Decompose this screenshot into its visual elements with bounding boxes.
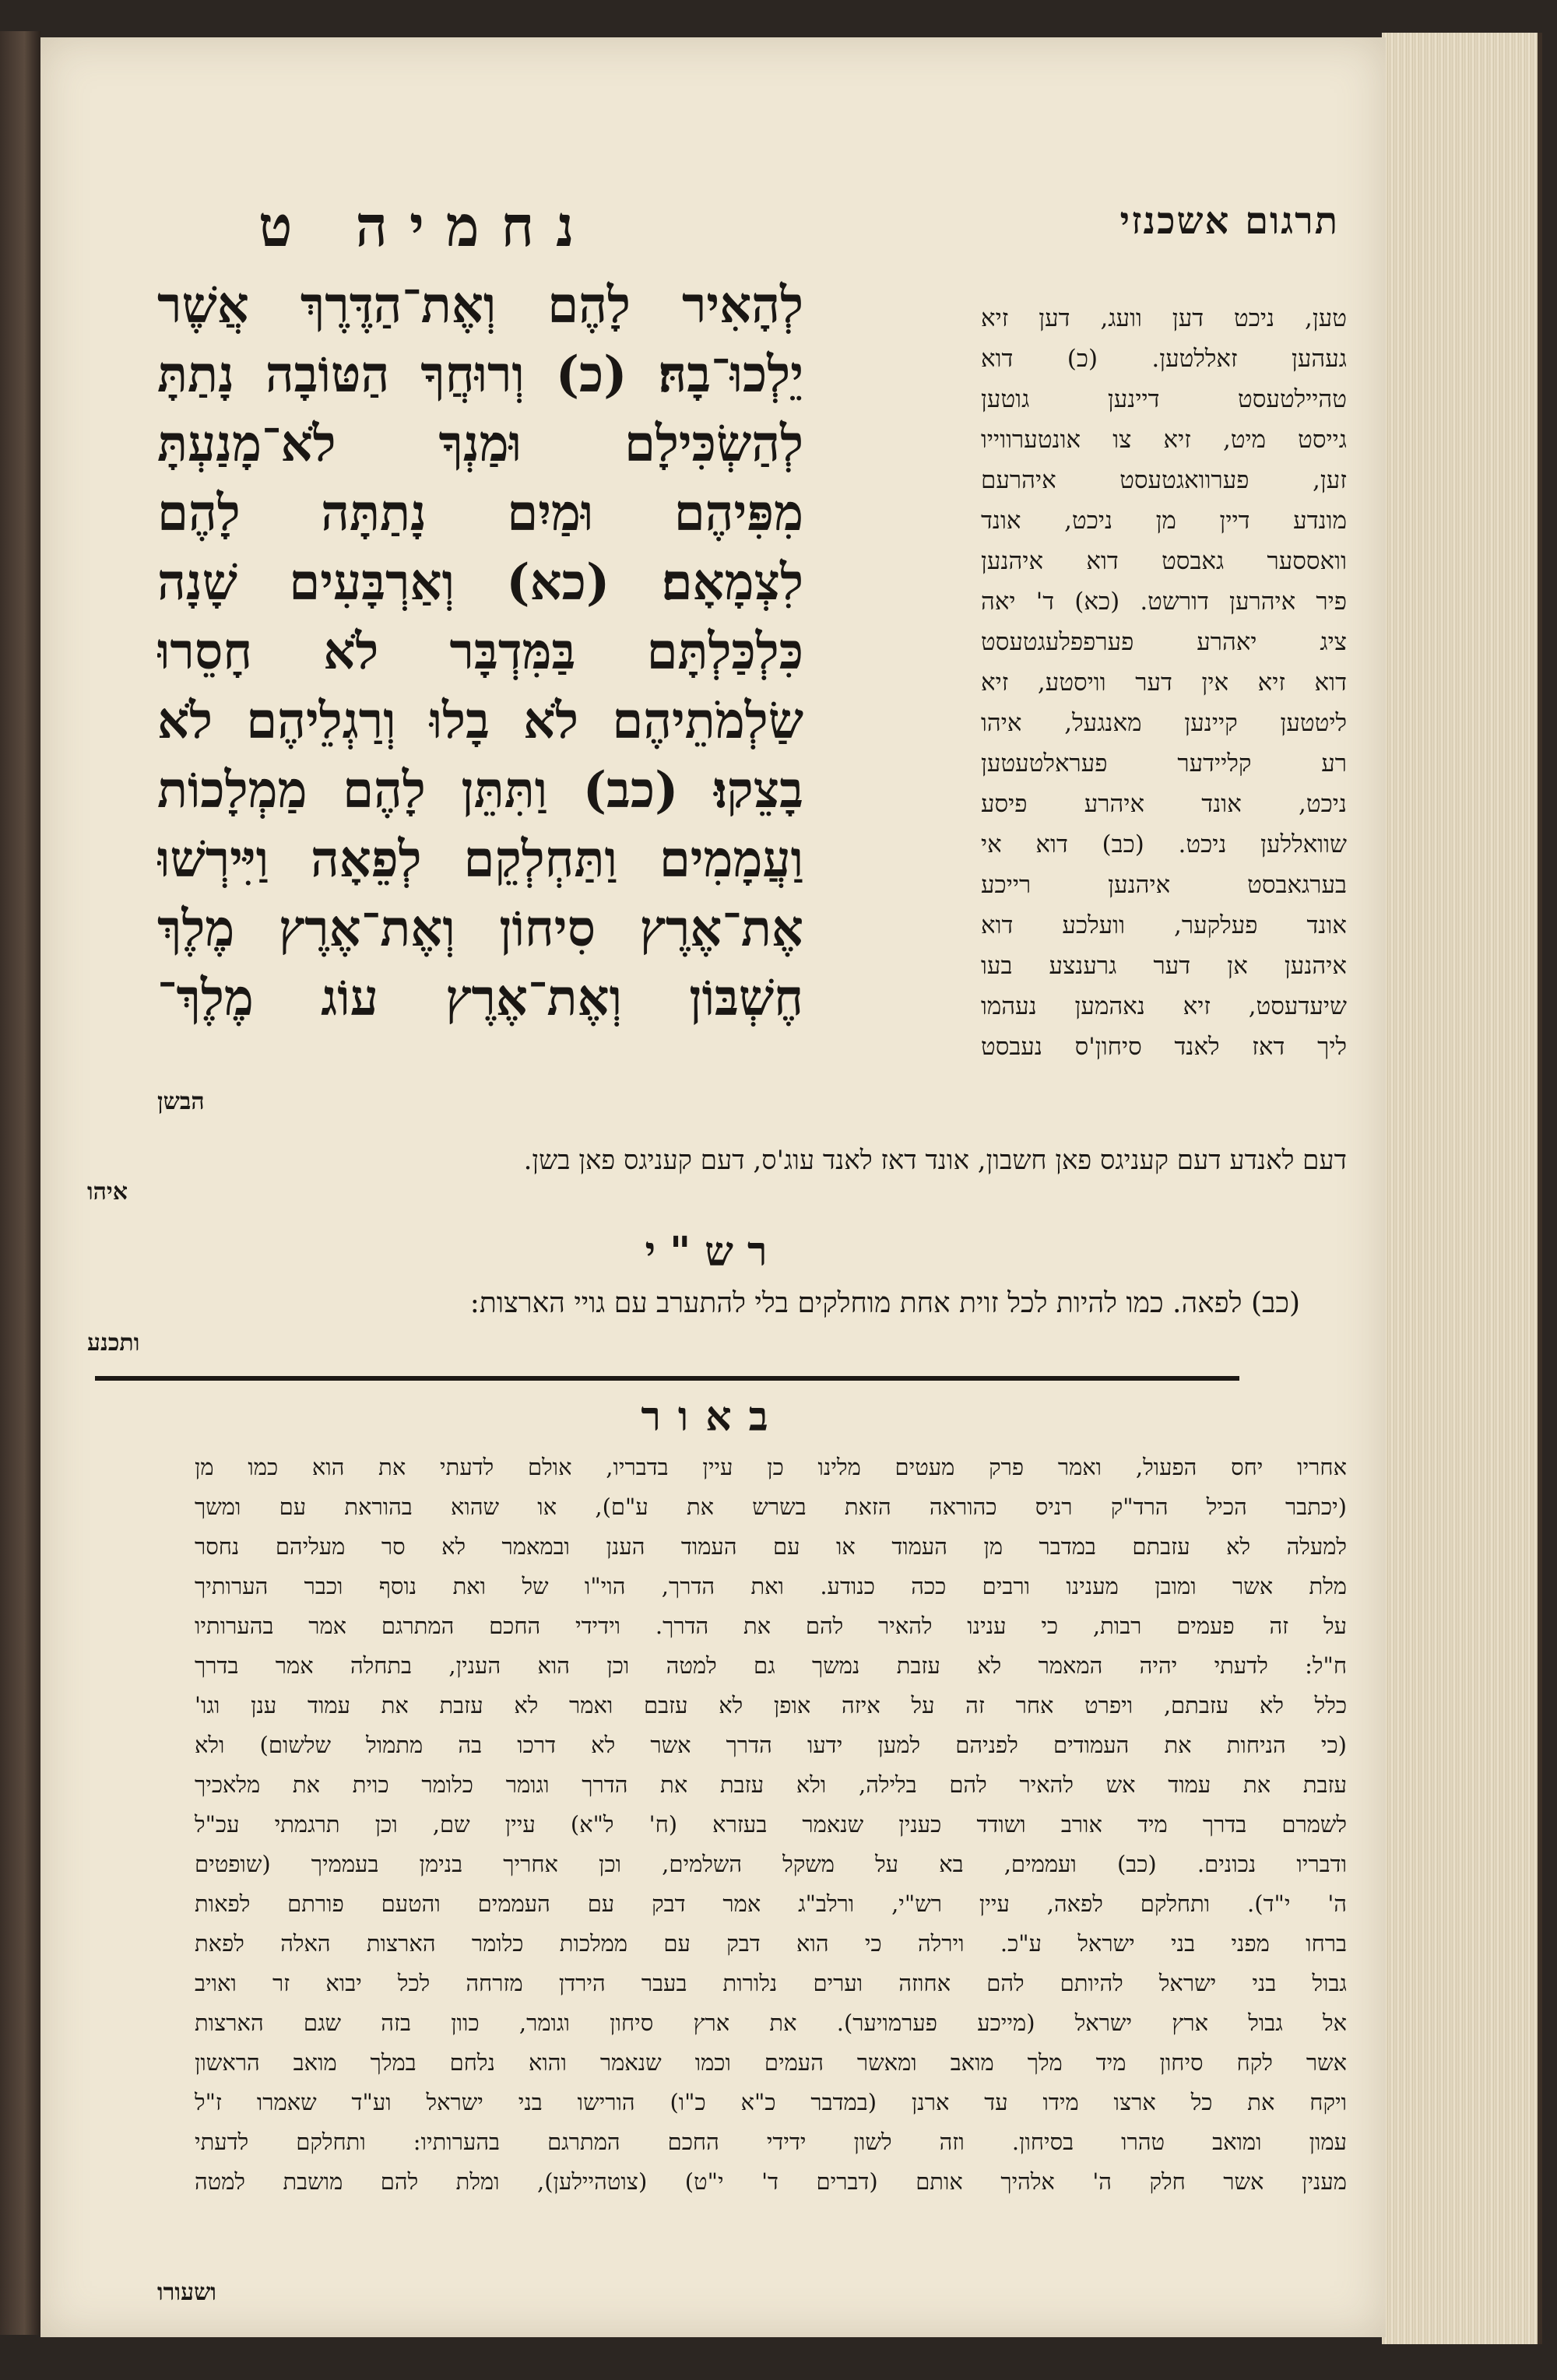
biur-line: עזבת את עמוד אש להאיר להם בלילה, ולא עזבת את הדרך וגומר כלומר כוית את מלאכיך	[195, 1771, 1347, 1798]
binding-left	[0, 31, 40, 2335]
targum-line: גייסט מיט, זיא צו אונטערווייו	[981, 426, 1347, 454]
targum-line: געהען זאללטען. (כ) דוא	[981, 345, 1347, 373]
biur-line: אחריו יחס הפעול, ואמר פרק מעטים מלינו כן עיין בדבריו, אולם לדעתי את הוא כמו מן	[195, 1454, 1347, 1480]
hebrew-text-column	[157, 271, 803, 1033]
header-targum-title: תרגום אשכנזי	[1119, 199, 1339, 243]
biur-line: לשמרם בדרך מיד אורב ושודד כענין שנאמר בעזרא (ח' ל"א) עיין שם, וכן תרגמתי עכ"ל	[195, 1811, 1347, 1838]
targum-line: מונדע דיין מן ניכט, אונד	[981, 507, 1347, 535]
hebrew-line: לְהָאִיר לָהֶם וְאֶת־הַדֶּרֶךְ אֲשֶׁר	[157, 276, 803, 335]
biur-line: מלת אשר ומובן מענינו ורבים ככה כנודע. ואת הדרך, הוי"ו של ואת נוסף וכבר הערותיך	[195, 1573, 1347, 1599]
targum-line: ליטטען קיינען מאנגעל, איהו	[981, 709, 1347, 737]
hebrew-line: אֶת־אֶרֶץ סִיחוֹן וְאֶת־אֶרֶץ מֶלֶךְ	[157, 900, 803, 958]
rashi-heading: רש"י	[645, 1228, 782, 1276]
biur-catchword: ושעורו	[157, 2279, 216, 2306]
section-divider	[95, 1376, 1239, 1381]
biur-line: אל גבול ארץ ישראל (מייכע פערמויער). את ארץ סיחון וגומר, כוון בזה שגם הארצות	[195, 2010, 1347, 2036]
targum-line: טהיילטעסט דיינען גוטען	[981, 385, 1347, 413]
biur-line: ויקח את כל ארצו מידו עד ארנן (במדבר כ"א כ"ו) הורישו בני ישראל וע"ד שאמרו ז"ל	[195, 2089, 1347, 2115]
biur-line: על זה פעמים רבות, כי ענינו להאיר להם את הדרך. וידידי החכם המתרגם אמר בהערותיו	[195, 1613, 1347, 1639]
hebrew-line: לְהַשְׂכִּילָם וּמַנְךָ לֹא־מָנַעְתָּ	[157, 415, 803, 473]
rashi-comment: (כב) לפאה. כמו להיות לכל זוית אחת מוחלקים בלי להתערב עם גויי הארצות:	[469, 1287, 1300, 1319]
biur-line: ודבריו נכונים. (כב) ועממים, בא על משקל השלמים, וכן אחריך בנימן בעממיך (שופטים	[195, 1851, 1347, 1877]
targum-column	[981, 298, 1347, 1067]
biur-line: כלל לא עזבתם, ויפרט אחר זה על איזה אופן לא עזבם ואמר לא עזבת את עמוד ענן וגו'	[195, 1692, 1347, 1718]
targum-line: בערגאבסט איהנען רייכע	[981, 871, 1347, 899]
biur-line: (כי הניחות את העמודים לפניהם למען ידעו הדרך אשר לא דרכו בה מתמול שלשום) ולא	[195, 1732, 1347, 1758]
header-book-title: נחמיה ט	[258, 193, 596, 259]
hebrew-line: בָצֵקוּ׃ (כב) וַתִּתֵּן לָהֶם מַמְלָכוֹת	[157, 761, 803, 820]
targum-line: וואססער גאבסט דוא איהנען	[981, 547, 1347, 575]
targum-line: טען, ניכט דען וועג, דען זיא	[981, 304, 1347, 332]
biur-line: מענין אשר חלק ה' אלהיך אותם (דברים ד' י"ט) (צוטהיילען), ומלת להם מושבת למטה	[195, 2168, 1347, 2195]
biur-commentary	[195, 1448, 1347, 2202]
hebrew-line: לִצְמָאָם׃ (כא) וְאַרְבָּעִים שָׁנָה	[157, 553, 803, 612]
hebrew-line: וַעֲמָמִים וַתַּחְלְקֵם לְפֵאָה וַיִּירְשׁוּ	[157, 830, 803, 889]
targum-line: פיר איהרען דורשט. (כא) ד' יאה	[981, 588, 1347, 616]
biur-line: ה' י"ד). ותחלקם לפאה, עיין רש"י, ורלב"ג אמר דבק עם העממים והטעם פורתם לפאות	[195, 1890, 1347, 1917]
targum-line: שוואללען ניכט. (כב) דוא אי	[981, 830, 1347, 858]
biur-line: ח"ל: לדעתי יהיה המאמר לא עזבת נמשך גם למטה וכן הוא הענין, בתחלה אמר בדרך	[195, 1652, 1347, 1679]
biur-line: אשר לקח סיחון מיד מלך מואב ומאשר העמים וכמו שנאמר והוא נלחם במלך מואב הראשון	[195, 2049, 1347, 2076]
targum-full-width-line: דעם לאנדע דעם קעניגס פאן חשבון, אונד דאז לאנד עוג'ס, דעם קעניגס פאן בשן.	[523, 1145, 1347, 1176]
hebrew-line: שַׂלְמֹתֵיהֶם לֹא בָלוּ וְרַגְלֵיהֶם לֹא	[157, 692, 803, 750]
targum-line: רע קליידער פעראלטעטען	[981, 749, 1347, 778]
targum-line: איהנען אן דער גרענצע בעו	[981, 952, 1347, 980]
biur-line: (יכתבר הכיל הרד"ק רניס כהוראה הזאת בשרש את ע"ם), או שהוא בהוראת עם ומשך	[195, 1494, 1347, 1520]
targum-line: שיעדעסט, זיא נאהמען נעהמו	[981, 992, 1347, 1020]
targum-line: אונד פעלקער, וועלכע דוא	[981, 911, 1347, 939]
targum-line: ליך דאז לאנד סיחון'ס נעבסט	[981, 1033, 1347, 1061]
biur-line: גבול בני ישראל להיותם להם אחוזה וערים נלורות בעבר הירדן מזרחה לכל יבוא זר ואויב	[195, 1970, 1347, 1996]
page-edges	[1382, 33, 1542, 2344]
rashi-catchword: ותכנע	[87, 1329, 140, 1357]
targum-line: זען, פערוואגטעסט איהרעם	[981, 466, 1347, 494]
biur-line: למעלה לא עזבתם במדבר מן העמוד או עם העמוד הענן ובמאמר לא סר מעליהם נחסר	[195, 1533, 1347, 1560]
hebrew-catchword: הבשן	[157, 1088, 205, 1115]
hebrew-line: חֶשְׁבּוֹן וְאֶת־אֶרֶץ עוֹג מֶלֶךְ־	[157, 969, 803, 1027]
biur-line: עמון ומואב טהרו בסיחון. וזה לשון ידידי החכם המתרגם בהערותיו: ותחלקם לדעתי	[195, 2129, 1347, 2155]
targum-line: דוא זיא אין דער וויסטע, זיא	[981, 669, 1347, 697]
biur-heading: באור	[641, 1393, 786, 1441]
book-page	[40, 37, 1386, 2337]
targum-line: ציג יאהרע פערפפלעגטעסט	[981, 628, 1347, 656]
biur-line: ברחו מפני בני ישראל ע"כ. וירלה כי הוא דבק עם ממלכות כלומר הארצות האלה לפאת	[195, 1930, 1347, 1957]
hebrew-line: מִפִּיהֶם וּמַיִם נָתַתָּה לָהֶם	[157, 484, 803, 542]
targum-line: ניכט, אונד איהרע פיסע	[981, 790, 1347, 818]
targum-catchword: איהו	[87, 1178, 128, 1206]
hebrew-line: כִּלְכַּלְתָּם בַּמִּדְבָּר לֹא חָסֵרוּ	[157, 623, 803, 681]
hebrew-line: יֵלְכוּ־בָהּ׃ (כ) וְרוּחֲךָ הַטּוֹבָה נָתַתָּ	[157, 346, 803, 404]
